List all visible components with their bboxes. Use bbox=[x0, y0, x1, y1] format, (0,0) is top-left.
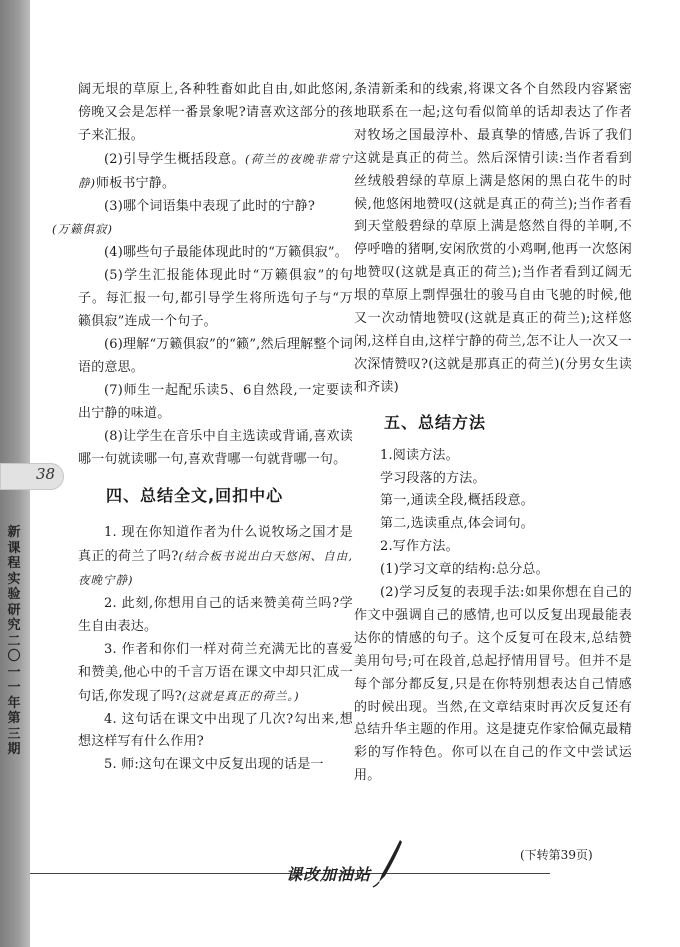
paragraph: (7)师生一起配乐读5、6自然段,一定要读出宁静的味道。 bbox=[78, 382, 353, 421]
paragraph: 条清新柔和的线索,将课文各个自然段内容紧密地联系在一起;这句看似简单的话却表达了作者对牧场之国最淳朴、最真挚的情感,告诉了我们这就是真正的荷兰。然后深情引读:当作者看到丝绒般碧绿的草原上满是悠闲的黑白花牛的时候,他悠闲地赞叹(这就是真正的荷兰);当作者看到天堂般碧绿的草原上满是悠然自得的羊啊,不停呼噜的猪啊,安闲欣赏的小鸡啊,他再一次悠闲地赞叹(这就是真正的荷兰);当作者看到辽阔无垠的草原上剽悍强壮的骏马自由飞驰的时候,他又一次动情地赞叹(这就是真正的荷兰);这样悠闲,这样自由,这样宁静的荷兰,怎不让人一次又一次深情赞叹?(这就是那真正的荷兰)(分男女生读和齐读) bbox=[354, 82, 632, 395]
paragraph: 第二,选读重点,体会词句。 bbox=[380, 516, 534, 532]
paragraph: 第一,通读全段,概括段意。 bbox=[380, 493, 534, 509]
journal-title: 新课程实验研究 bbox=[7, 525, 21, 633]
paragraph: (2)引导学生概括段意。(荷兰的夜晚非常宁静)师板书宁静。 bbox=[78, 151, 353, 191]
left-column bbox=[52, 79, 353, 777]
paragraph: 1.阅读方法。 bbox=[380, 447, 459, 463]
paragraph: 1. 现在你知道作者为什么说牧场之国才是真正的荷兰了吗?(结合板书说出白天悠闲、自由,夜晚宁静) bbox=[78, 525, 353, 588]
continued-note: (下转第39页) bbox=[520, 848, 593, 862]
paragraph: (2)学习反复的表现手法:如果你想在自己的作文中强调自己的感情,也可以反复出现最能表达你的情感的句子。这个反复可在段末,总结赞美用句号;可在段首,总起抒情用冒号。但并不是每个部分都反复,只是在你特别想表达自己情感的时候出现。当然,在文章结束时再次反复还有总结升华主题的作用。这是捷克作家恰佩克最精彩的写作特色。你可以在自己的作文中尝试运用。 bbox=[354, 585, 632, 784]
paragraph: (5)学生汇报能体现此时“万籁俱寂”的句子。每汇报一句,都引导学生将所选句子与“万籁俱寂”连成一个句子。 bbox=[78, 268, 353, 330]
paragraph: 2.写作方法。 bbox=[380, 539, 459, 555]
paragraph: 5. 师:这句在课文中反复出现的话是一 bbox=[104, 757, 324, 773]
paragraph: (6)理解“万籁俱寂”的“籁”,然后理解整个词语的意思。 bbox=[78, 336, 353, 375]
paragraph: 3. 作者和你们一样对荷兰充满无比的喜爱和赞美,他心中的千言万语在课文中却只汇成一句话,你发现了吗?(这就是真正的荷兰。) bbox=[78, 641, 353, 704]
section-heading: 五、总结方法 bbox=[384, 412, 487, 432]
paragraph: 2. 此刻,你想用自己的话来赞美荷兰吗?学生自由表达。 bbox=[78, 596, 353, 634]
right-column bbox=[354, 79, 632, 788]
page-number: 38 bbox=[36, 465, 56, 483]
paragraph: 阔无垠的草原上,各种牲畜如此自由,如此悠闲,傍晚又会是怎样一番景象呢?请喜欢这部分的孩子来汇报。 bbox=[78, 82, 353, 143]
paragraph: (4)哪些句子最能体现此时的“万籁俱寂”。 bbox=[104, 245, 348, 261]
paragraph: 学习段落的方法。 bbox=[380, 470, 486, 486]
journal-issue: 二〇一一年 第三期 bbox=[7, 633, 21, 757]
paragraph: (8)让学生在音乐中自主选读或背诵,喜欢读哪一句就读哪一句,喜欢背哪一句就背哪一句。 bbox=[78, 428, 353, 467]
journal-name bbox=[5, 525, 23, 758]
paragraph: (1)学习文章的结构:总分总。 bbox=[380, 562, 549, 578]
section-heading: 四、总结全文,回扣中心 bbox=[106, 486, 284, 506]
pen-icon bbox=[372, 838, 406, 888]
paragraph: (3)哪个词语集中表现了此时的宁静? (万籁俱寂) bbox=[52, 198, 315, 237]
footer-title: 课改加油站 bbox=[286, 865, 372, 884]
paragraph: 4. 这句话在课文中出现了几次?勾出来,想想这样写有什么作用? bbox=[78, 711, 353, 750]
